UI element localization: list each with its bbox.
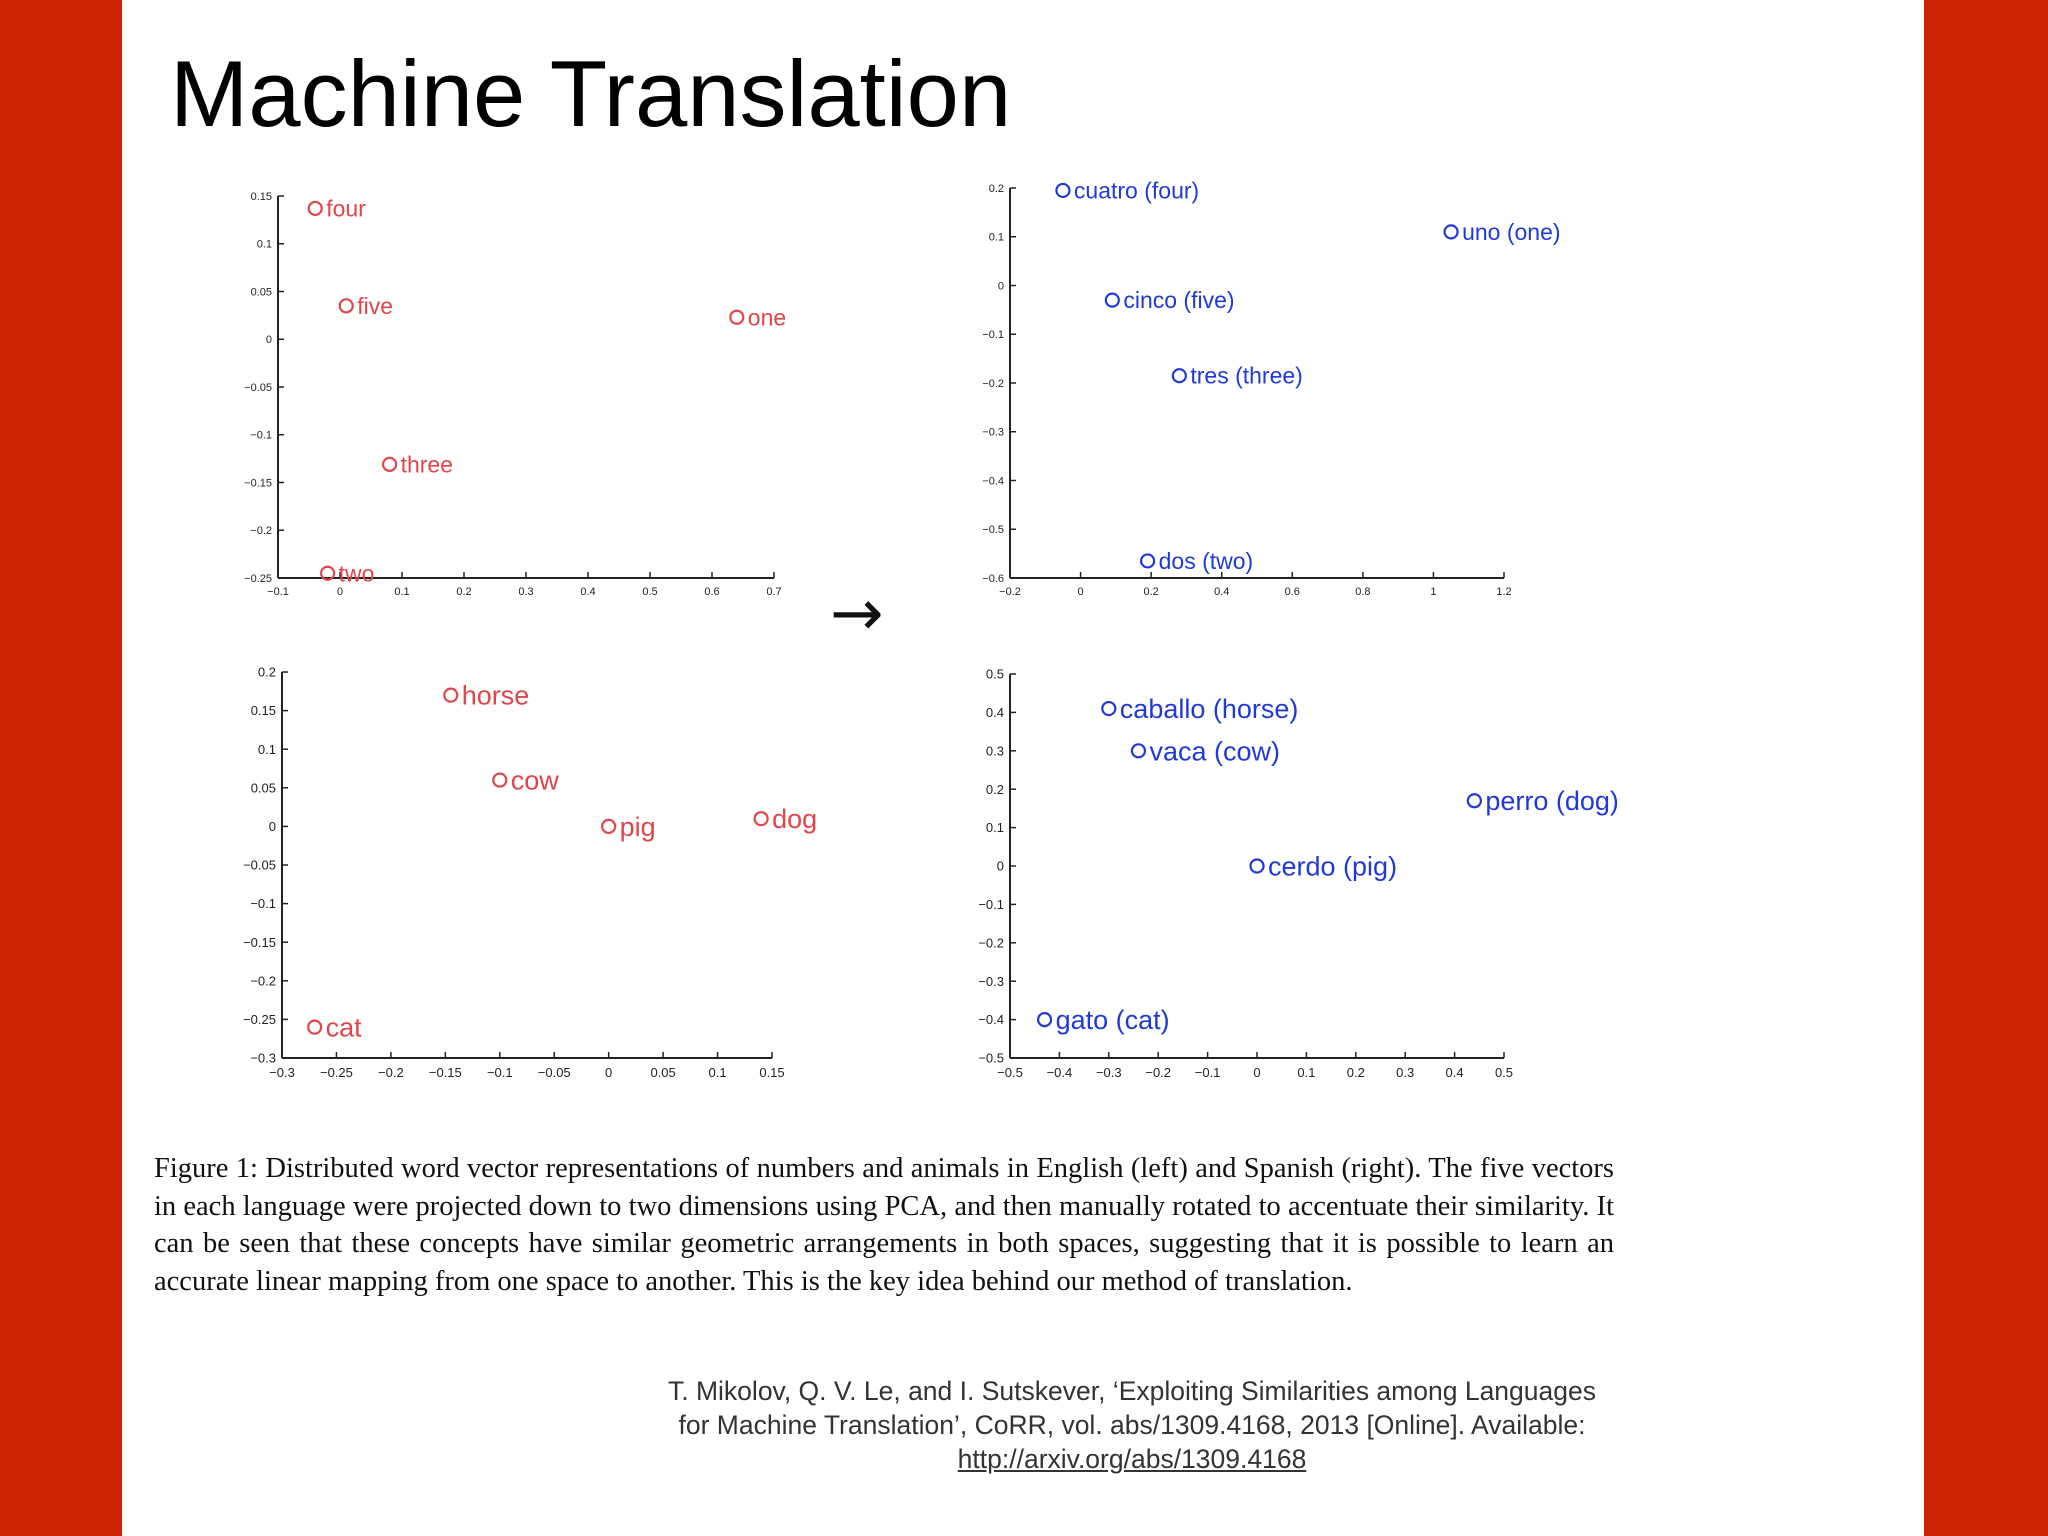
slide-title: Machine Translation bbox=[170, 41, 1012, 146]
x-tick-label: −0.2 bbox=[999, 586, 1021, 598]
y-tick-label: −0.2 bbox=[978, 935, 1004, 951]
data-label: four bbox=[326, 195, 366, 222]
x-tick-label: 0.1 bbox=[708, 1065, 727, 1080]
y-tick-label: −0.2 bbox=[250, 973, 276, 989]
data-label: two bbox=[338, 560, 375, 587]
y-tick-label: 0 bbox=[996, 858, 1004, 874]
data-point bbox=[340, 299, 353, 312]
reference-line-1: T. Mikolov, Q. V. Le, and I. Sutskever, ‘Exploiting Similarities among Languages bbox=[668, 1376, 1596, 1406]
data-label: three bbox=[400, 451, 454, 478]
x-tick-label: 0.7 bbox=[766, 586, 782, 598]
y-tick-label: −0.5 bbox=[982, 524, 1004, 537]
y-tick-label: −0.1 bbox=[982, 329, 1004, 342]
data-label: pig bbox=[619, 811, 656, 842]
y-tick-label: 0.1 bbox=[257, 741, 276, 757]
x-tick-label: 0.8 bbox=[1355, 586, 1371, 598]
y-tick-label: −0.05 bbox=[244, 381, 272, 394]
y-tick-label: −0.25 bbox=[243, 1011, 276, 1027]
data-point bbox=[730, 311, 743, 324]
data-point bbox=[1102, 702, 1115, 715]
data-label: gato (cat) bbox=[1055, 1005, 1170, 1036]
y-tick-label: −0.2 bbox=[982, 377, 1004, 390]
y-tick-label: 0.2 bbox=[257, 664, 276, 680]
y-tick-label: −0.5 bbox=[978, 1050, 1004, 1066]
x-tick-label: 0.3 bbox=[518, 586, 534, 598]
data-point bbox=[1106, 294, 1119, 307]
reference-link[interactable]: http://arxiv.org/abs/1309.4168 bbox=[957, 1444, 1307, 1474]
x-tick-label: 0.5 bbox=[1494, 1065, 1514, 1080]
x-tick-label: 0.05 bbox=[650, 1065, 676, 1080]
slide bbox=[122, 0, 1924, 1536]
y-tick-label: −0.2 bbox=[250, 525, 272, 538]
x-tick-label: −0.3 bbox=[269, 1065, 295, 1080]
x-tick-label: 0.1 bbox=[1297, 1065, 1316, 1080]
x-tick-label: 0 bbox=[336, 586, 344, 598]
y-tick-label: 0.15 bbox=[250, 190, 272, 203]
x-tick-label: 1.2 bbox=[1496, 586, 1512, 598]
x-tick-label: 0.2 bbox=[1346, 1065, 1365, 1080]
x-tick-label: −0.2 bbox=[1145, 1065, 1172, 1080]
x-tick-label: 0.6 bbox=[1284, 586, 1300, 598]
data-label: horse bbox=[461, 680, 530, 711]
y-tick-label: −0.15 bbox=[244, 477, 272, 490]
data-label: one bbox=[747, 304, 787, 331]
y-tick-label: 0 bbox=[265, 334, 272, 347]
right-arrow-icon: → bbox=[830, 577, 884, 651]
y-tick-label: −0.25 bbox=[244, 572, 272, 585]
y-tick-label: −0.1 bbox=[978, 896, 1004, 912]
data-point bbox=[309, 202, 322, 215]
y-tick-label: −0.1 bbox=[250, 896, 276, 912]
x-tick-label: −0.1 bbox=[1194, 1065, 1221, 1080]
figure-plots bbox=[122, 0, 1924, 1130]
y-tick-label: −0.4 bbox=[982, 475, 1004, 488]
y-tick-label: −0.05 bbox=[243, 857, 276, 873]
y-tick-label: 0.3 bbox=[985, 743, 1004, 759]
y-tick-label: 0.15 bbox=[250, 703, 276, 719]
x-tick-label: −0.4 bbox=[1046, 1065, 1073, 1080]
chart-english-numbers bbox=[244, 191, 786, 598]
data-label: cinco (five) bbox=[1123, 287, 1235, 314]
data-label: cow bbox=[510, 765, 559, 796]
data-label: uno (one) bbox=[1462, 218, 1561, 245]
data-point bbox=[755, 812, 768, 825]
data-point bbox=[1468, 794, 1481, 807]
x-tick-label: −0.2 bbox=[378, 1065, 404, 1080]
x-tick-label: 0.4 bbox=[1214, 586, 1230, 598]
data-point bbox=[308, 1021, 321, 1034]
x-tick-label: −0.3 bbox=[1095, 1065, 1122, 1080]
y-tick-label: −0.1 bbox=[250, 429, 272, 442]
data-point bbox=[493, 774, 506, 787]
x-tick-label: 1 bbox=[1430, 586, 1437, 598]
x-tick-label: 0.5 bbox=[642, 586, 658, 598]
x-tick-label: 0.4 bbox=[1445, 1065, 1464, 1080]
x-tick-label: 0 bbox=[1253, 1065, 1261, 1080]
y-tick-label: −0.4 bbox=[978, 1012, 1004, 1028]
y-tick-label: −0.3 bbox=[982, 426, 1004, 439]
y-tick-label: 0 bbox=[997, 280, 1004, 293]
y-tick-label: 0.1 bbox=[985, 820, 1004, 836]
data-point bbox=[602, 820, 615, 833]
x-tick-label: 0.15 bbox=[759, 1065, 785, 1080]
x-tick-label: 0.2 bbox=[1143, 586, 1159, 598]
chart-spanish-numbers bbox=[982, 177, 1560, 598]
y-tick-label: 0.2 bbox=[988, 182, 1004, 195]
x-tick-label: −0.5 bbox=[997, 1065, 1023, 1080]
x-tick-label: 0.4 bbox=[580, 586, 596, 598]
data-label: perro (dog) bbox=[1485, 786, 1619, 817]
x-tick-label: −0.1 bbox=[267, 586, 289, 598]
data-label: tres (three) bbox=[1190, 362, 1303, 389]
y-tick-label: 0.1 bbox=[988, 231, 1004, 244]
data-point bbox=[1056, 184, 1069, 197]
data-point bbox=[1038, 1013, 1051, 1026]
y-tick-label: −0.15 bbox=[243, 934, 276, 950]
x-tick-label: −0.15 bbox=[428, 1065, 462, 1080]
chart-spanish-animals bbox=[978, 667, 1619, 1080]
x-tick-label: 0.2 bbox=[456, 586, 472, 598]
data-point bbox=[1132, 744, 1145, 757]
y-tick-label: 0.05 bbox=[250, 780, 276, 796]
data-point bbox=[1173, 369, 1186, 382]
data-label: cat bbox=[325, 1012, 362, 1043]
x-tick-label: 0.3 bbox=[1396, 1065, 1415, 1080]
data-label: dos (two) bbox=[1158, 547, 1254, 574]
data-label: dog bbox=[772, 804, 818, 835]
y-tick-label: 0.4 bbox=[985, 704, 1004, 720]
x-tick-label: −0.1 bbox=[486, 1065, 513, 1080]
reference bbox=[422, 1374, 1842, 1476]
chart-english-animals bbox=[243, 665, 817, 1080]
data-label: caballo (horse) bbox=[1119, 694, 1299, 725]
data-label: cerdo (pig) bbox=[1268, 851, 1398, 882]
data-label: cuatro (four) bbox=[1073, 177, 1200, 204]
data-label: five bbox=[357, 292, 393, 319]
y-tick-label: 0.2 bbox=[985, 781, 1004, 797]
figure-caption: Figure 1: Distributed word vector representations of numbers and animals in English (left) and Spanish (right). The five vectors in each language were projected down to two dimensions using PCA, and then manually rotated to accentuate their similarity. It can be seen that these concepts have similar geometric arrangements in both spaces, suggesting that it is possible to learn an accurate linear mapping from one space to another. This is the key idea behind our method of translation. bbox=[154, 1153, 1614, 1297]
y-tick-label: 0.1 bbox=[256, 238, 272, 251]
x-tick-label: −0.25 bbox=[319, 1065, 353, 1080]
reference-line-2: for Machine Translation’, CoRR, vol. abs/1309.4168, 2013 [Online]. Available: bbox=[678, 1410, 1586, 1440]
y-tick-label: 0 bbox=[268, 818, 276, 834]
y-tick-label: −0.3 bbox=[250, 1050, 276, 1066]
x-tick-label: 0.6 bbox=[704, 586, 720, 598]
data-point bbox=[1141, 554, 1154, 567]
x-tick-label: 0 bbox=[1077, 586, 1084, 598]
data-label: vaca (cow) bbox=[1149, 736, 1280, 767]
y-tick-label: −0.6 bbox=[982, 572, 1004, 585]
y-tick-label: 0.5 bbox=[985, 666, 1004, 682]
x-tick-label: −0.05 bbox=[537, 1065, 571, 1080]
x-tick-label: 0 bbox=[605, 1065, 613, 1080]
data-point bbox=[1445, 225, 1458, 238]
data-point bbox=[1251, 860, 1264, 873]
x-tick-label: 0.1 bbox=[394, 586, 410, 598]
y-tick-label: −0.3 bbox=[978, 973, 1004, 989]
data-point bbox=[444, 689, 457, 702]
y-tick-label: 0.05 bbox=[250, 286, 272, 299]
data-point bbox=[383, 458, 396, 471]
